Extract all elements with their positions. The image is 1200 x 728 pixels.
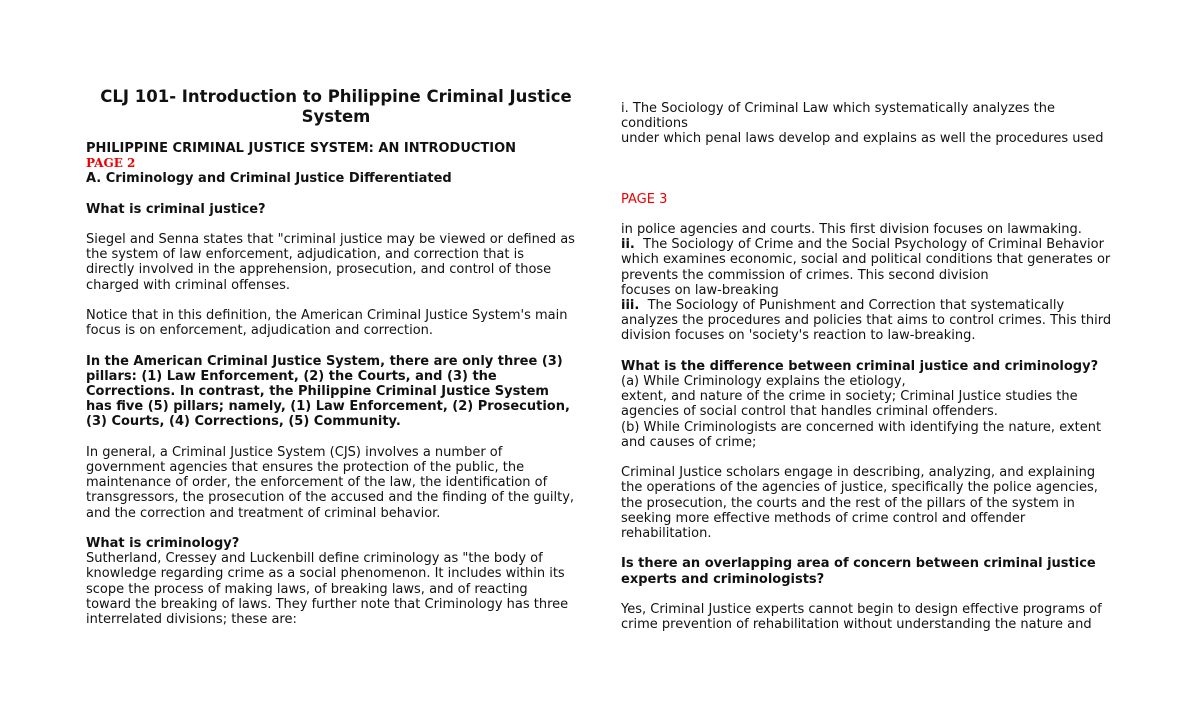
- text-line: Criminal Justice scholars engage in describing, analyzing, and explaining: [621, 465, 1096, 481]
- left-column: [86, 87, 586, 627]
- paragraph-yes: [621, 602, 1131, 632]
- paragraph-scholars: [621, 465, 1131, 541]
- text-line: [621, 298, 1131, 313]
- text-line: Siegel and Senna states that "criminal justice may be viewed or defined as: [86, 231, 575, 247]
- question-difference: What is the difference between criminal justice and criminology?: [621, 358, 1099, 374]
- text-line: the operations of the agencies of justice, specifically the police agencies,: [621, 480, 1098, 496]
- text-line: (b) While Criminologists are concerned with identifying the nature, extent: [621, 419, 1102, 435]
- subsection-heading: A. Criminology and Criminal Justice Differentiated: [86, 171, 452, 187]
- text-line: rehabilitation.: [621, 526, 712, 542]
- text-line: seeking more effective methods of crime control and offender: [621, 510, 1026, 526]
- text-line: In general, a Criminal Justice System (CJS) involves a number of: [86, 444, 503, 460]
- text-line: government agencies that ensures the protection of the public, the: [86, 459, 525, 475]
- text-line: prevents the commission of crimes. This second division: [621, 267, 989, 283]
- text-line: [621, 237, 1131, 252]
- division-item-ii: [621, 237, 1131, 298]
- title-line-2: System: [301, 106, 371, 126]
- title-line-1: CLJ 101- Introduction to Philippine Criminal Justice: [100, 87, 572, 106]
- text-line: i. The Sociology of Criminal Law which systematically analyzes the: [621, 101, 1056, 116]
- text-line: Is there an overlapping area of concern between criminal justice: [621, 556, 1096, 572]
- page-label-2: PAGE 2: [86, 156, 136, 171]
- paragraph-criminology-definition: [86, 551, 586, 627]
- text-line: transgressors, the prosecution of the accused and the finding of the guilty,: [86, 490, 575, 506]
- text-line: in police agencies and courts. This first division focuses on lawmaking.: [621, 222, 1082, 237]
- item-number-iii: iii.: [621, 298, 640, 314]
- text-line: interrelated divisions; these are:: [86, 612, 297, 627]
- text-line: pillars: (1) Law Enforcement, (2) the Courts, and (3) the: [86, 368, 497, 384]
- question-overlap: [621, 556, 1131, 586]
- text-line: In the American Criminal Justice System, there are only three (3): [86, 353, 563, 369]
- text-line: has five (5) pillars; namely, (1) Law Enforcement, (2) Prosecution,: [86, 399, 570, 415]
- text-line: scope the process of making laws, of breaking laws, and of reacting: [86, 581, 528, 597]
- text-line: Yes, Criminal Justice experts cannot begin to design effective programs of: [621, 602, 1102, 618]
- text-line: Notice that in this definition, the American Criminal Justice System's main: [86, 307, 568, 323]
- text-line: and causes of crime;: [621, 434, 757, 450]
- text-line: (3) Courts, (4) Corrections, (5) Community.: [86, 414, 401, 430]
- text-line: extent, and nature of the crime in society; Criminal Justice studies the: [621, 389, 1078, 405]
- text-line: which examines economic, social and political conditions that generates or: [621, 252, 1111, 268]
- text-line: analyzes the procedures and policies that aims to control crimes. This third: [621, 313, 1112, 329]
- text-line: maintenance of order, the enforcement of the law, the identification of: [86, 475, 548, 491]
- text-line: and the correction and treatment of criminal behavior.: [86, 505, 441, 521]
- question-criminology: What is criminology?: [86, 535, 240, 551]
- text-line: division focuses on 'society's reaction to law-breaking.: [621, 328, 976, 344]
- text-line: focuses on law-breaking: [621, 282, 779, 298]
- question-criminal-justice: What is criminal justice?: [86, 201, 266, 217]
- paragraph-sociology-law: [621, 101, 1131, 147]
- text-line: Corrections. In contrast, the Philippine Criminal Justice System: [86, 383, 549, 399]
- text-line: toward the breaking of laws. They further note that Criminology has three: [86, 596, 569, 612]
- text-line: Sutherland, Cressey and Luckenbill define criminology as "the body of: [86, 551, 543, 567]
- text-line: agencies of social control that handles criminal offenders.: [621, 404, 998, 420]
- text-line: under which penal laws develop and explains as well the procedures used: [621, 131, 1104, 147]
- text-line: the system of law enforcement, adjudication, and correction that is: [86, 247, 525, 263]
- text-line: charged with criminal offenses.: [86, 277, 290, 293]
- item-text: The Sociology of Punishment and Correction that systematically: [639, 298, 1065, 314]
- paragraph-cjs-general: [86, 445, 586, 521]
- division-item-iii: [621, 298, 1131, 344]
- text-line: the prosecution, the courts and the rest of the pillars of the system in: [621, 495, 1075, 511]
- item-text: The Sociology of Crime and the Social Psychology of Criminal Behavior: [634, 237, 1104, 253]
- text-line: focus is on enforcement, adjudication and correction.: [86, 323, 434, 339]
- paragraph-definition: [86, 232, 586, 293]
- item-number-ii: ii.: [621, 237, 635, 253]
- right-column: [621, 101, 1131, 632]
- text-line: conditions: [621, 116, 688, 132]
- paragraph-difference: [621, 374, 1131, 450]
- text-line: knowledge regarding crime as a social phenomenon. It includes within its: [86, 566, 565, 582]
- text-line: crime prevention of rehabilitation without understanding the nature and: [621, 617, 1092, 633]
- section-heading: PHILIPPINE CRIMINAL JUSTICE SYSTEM: AN INTRODUCTION: [86, 141, 517, 156]
- paragraph-pillars: [86, 354, 586, 430]
- text-line: directly involved in the apprehension, prosecution, and control of those: [86, 262, 552, 278]
- text-line: experts and criminologists?: [621, 571, 825, 587]
- text-line: (a) While Criminology explains the etiology,: [621, 374, 906, 390]
- paragraph-notice: [86, 308, 586, 338]
- document-title: [86, 87, 586, 126]
- page-label-3: PAGE 3: [621, 191, 668, 207]
